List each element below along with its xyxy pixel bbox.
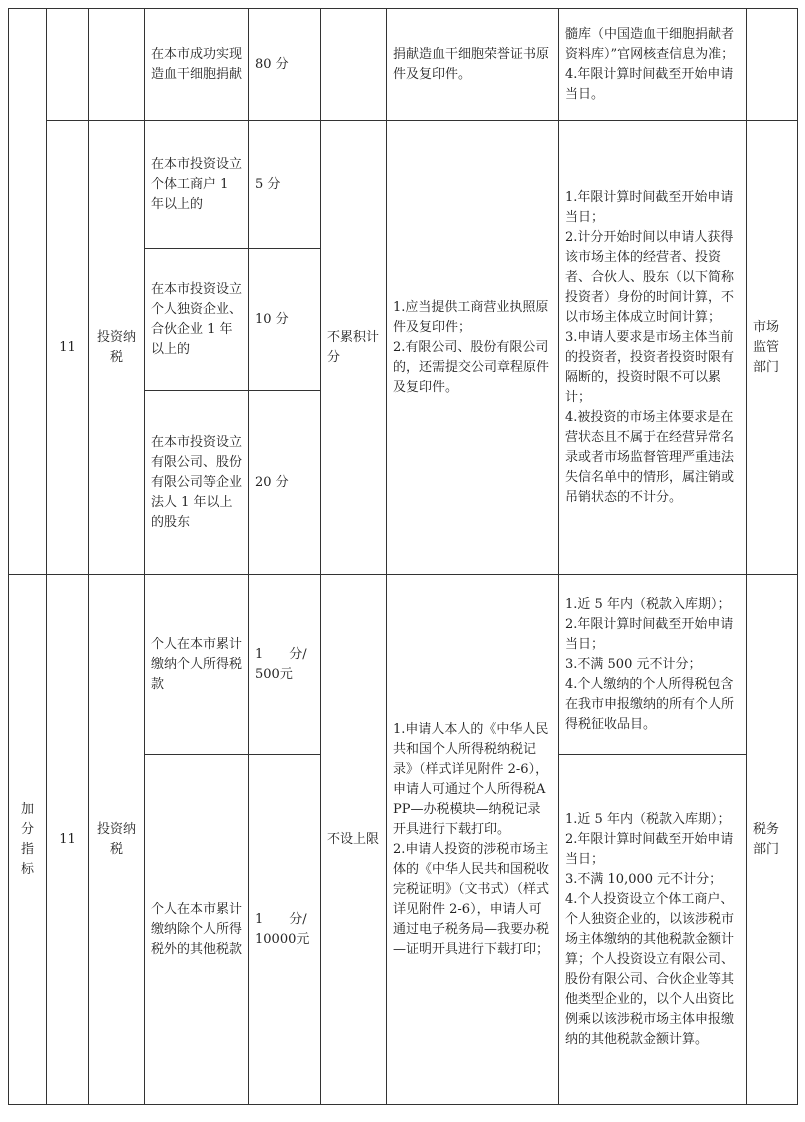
- dept-cell-continued: [747, 9, 798, 121]
- condition-cell: 在本市投资设立个体工商户 1 年以上的: [145, 121, 249, 249]
- policy-table: [8, 8, 798, 1105]
- score-cell: 1 分/10000元: [249, 755, 321, 1105]
- item-number: 11: [47, 121, 89, 575]
- materials-cell: 捐献造血干细胞荣誉证书原件及复印件。: [387, 9, 559, 121]
- category-cell-continued: [9, 9, 47, 575]
- materials-cell: 1.应当提供工商营业执照原件及复印件； 2.有限公司、股份有限公司的，还需提交公司章程原件及复印件。: [387, 121, 559, 575]
- limit-cell: 不设上限: [321, 575, 387, 1105]
- dept-cell: 市场监管部门: [747, 121, 798, 575]
- category-cell: 加分指标: [9, 575, 47, 1105]
- notes-cell: 1.年限计算时间截至开始申请当日； 2.计分开始时间以申请人获得该市场主体的经营者、投资者、合伙人、股东（以下简称投资者）身份的时间计算，不以市场主体成立时间计算； 3.申请人要求是市场主体当前的投资者，投资者投资时限有隔断的，投资时限不可以累计； 4.被投资的市场主体要求是在营状态且不属于在经营异常名录或者市场监督管理严重违法失信名单中的情形，属注销或吊销状态的不计分。: [559, 121, 747, 575]
- item-cell-continued: [89, 9, 145, 121]
- notes-cell: 髓库（中国造血干细胞捐献者资料库）”官网核查信息为准； 4.年限计算时间截至开始申请当日。: [559, 9, 747, 121]
- score-cell: 10 分: [249, 249, 321, 391]
- materials-cell: 1.申请人本人的《中华人民共和国个人所得税纳税记录》（样式详见附件 2-6），申请人可通过个人所得税APP—办税模块—纳税记录开具进行下载打印。 2.申请人投资的涉税市场主体的《中华人民共和国税收完税证明》（文书式）（样式详见附件 2-6），申请人可通过电子税务局—我要办税—证明开具进行下载打印；: [387, 575, 559, 1105]
- condition-cell: 在本市成功实现造血干细胞捐献: [145, 9, 249, 121]
- item-name: 投资纳税: [89, 575, 145, 1105]
- condition-cell: 个人在本市累计缴纳个人所得税款: [145, 575, 249, 755]
- condition-cell: 个人在本市累计缴纳除个人所得税外的其他税款: [145, 755, 249, 1105]
- number-cell-continued: [47, 9, 89, 121]
- limit-cell: 不累积计分: [321, 121, 387, 575]
- limit-cell-continued: [321, 9, 387, 121]
- score-cell: 80 分: [249, 9, 321, 121]
- dept-cell: 税务部门: [747, 575, 798, 1105]
- score-cell: 20 分: [249, 391, 321, 575]
- notes-cell: 1.近 5 年内（税款入库期）； 2.年限计算时间截至开始申请当日； 3.不满 10,000 元不计分； 4.个人投资设立个体工商户、个人独资企业的，以该涉税市场主体缴纳的其他税款金额计算；个人投资设立有限公司、股份有限公司、合伙企业等其他类型企业的，以个人出资比例乘以该涉税市场主体申报缴纳的其他税款金额计算。: [559, 755, 747, 1105]
- table-row: [9, 121, 798, 249]
- condition-cell: 在本市投资设立有限公司、股份有限公司等企业法人 1 年以上的股东: [145, 391, 249, 575]
- item-name: 投资纳税: [89, 121, 145, 575]
- condition-cell: 在本市投资设立个人独资企业、合伙企业 1 年以上的: [145, 249, 249, 391]
- table-row: [9, 9, 798, 121]
- score-cell: 1 分/500元: [249, 575, 321, 755]
- item-number: 11: [47, 575, 89, 1105]
- notes-cell: 1.近 5 年内（税款入库期）； 2.年限计算时间截至开始申请当日； 3.不满 500 元不计分； 4.个人缴纳的个人所得税包含在我市申报缴纳的所有个人所得税征收品目。: [559, 575, 747, 755]
- score-cell: 5 分: [249, 121, 321, 249]
- table-row: [9, 575, 798, 755]
